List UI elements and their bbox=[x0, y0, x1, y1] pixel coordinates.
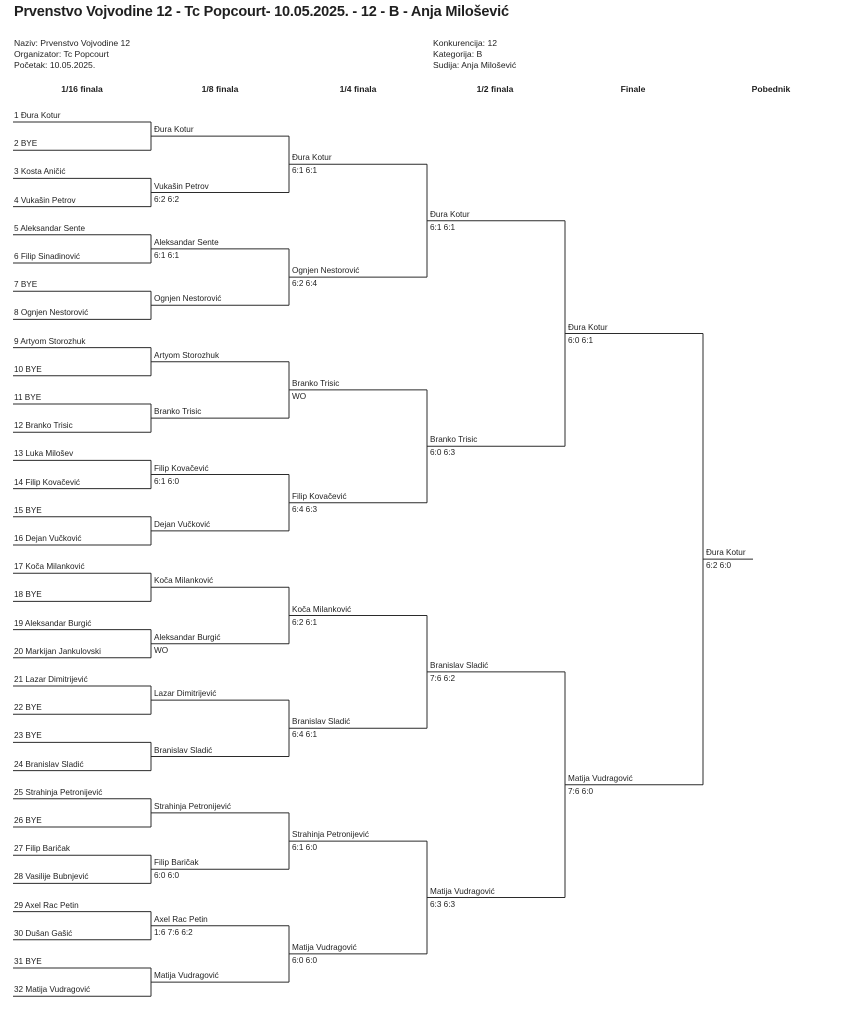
winner-name: Vukašin Petrov bbox=[154, 181, 209, 191]
winner-name: Đura Kotur bbox=[568, 322, 608, 332]
match-score: WO bbox=[292, 391, 307, 401]
match-score: 6:2 6:1 bbox=[292, 617, 318, 627]
player-slot: 18 BYE bbox=[14, 590, 42, 600]
winner-name: Koča Milanković bbox=[292, 604, 352, 614]
winner-name: Đura Kotur bbox=[430, 209, 470, 219]
player-slot: 17 Koča Milanković bbox=[14, 562, 85, 572]
info-organizer: Organizator: Tc Popcourt bbox=[14, 49, 109, 59]
match-score: 1:6 7:6 6:2 bbox=[154, 927, 193, 937]
player-slot: 4 Vukašin Petrov bbox=[14, 195, 76, 205]
player-slot: 19 Aleksandar Burgić bbox=[14, 618, 92, 628]
match-score: 6:3 6:3 bbox=[430, 899, 456, 909]
winner-name: Koča Milanković bbox=[154, 576, 214, 586]
winner-name: Aleksandar Burgić bbox=[154, 632, 221, 642]
winner-name: Ognjen Nestorović bbox=[292, 266, 360, 276]
player-slot: 10 BYE bbox=[14, 364, 42, 374]
player-slot: 5 Aleksandar Sente bbox=[14, 223, 86, 233]
match-score: 6:1 6:1 bbox=[430, 222, 456, 232]
round-header-qf: 1/4 finala bbox=[339, 84, 377, 94]
match-score: 6:1 6:1 bbox=[292, 166, 318, 176]
player-slot: 30 Dušan Gašić bbox=[14, 928, 73, 938]
round-header-sf: 1/2 finala bbox=[476, 84, 514, 94]
match-score: 6:2 6:4 bbox=[292, 279, 318, 289]
winner-name: Ognjen Nestorović bbox=[154, 294, 222, 304]
player-slot: 8 Ognjen Nestorović bbox=[14, 308, 89, 318]
player-slot: 14 Filip Kovačević bbox=[14, 477, 80, 487]
round-header-winner: Pobednik bbox=[751, 84, 791, 94]
player-slot: 2 BYE bbox=[14, 139, 38, 149]
winner-name: Branko Trisic bbox=[292, 378, 340, 388]
player-slot: 3 Kosta Aničić bbox=[14, 167, 66, 177]
player-slot: 21 Lazar Dimitrijević bbox=[14, 675, 88, 684]
player-slot: 13 Luka Milošev bbox=[14, 449, 74, 459]
winner-name: Matija Vudragović bbox=[430, 886, 495, 896]
winner-name: Filip Baričak bbox=[154, 858, 199, 868]
winner-name: Branislav Sladić bbox=[292, 717, 351, 727]
player-slot: 23 BYE bbox=[14, 731, 42, 741]
player-slot: 6 Filip Sinadinović bbox=[14, 252, 80, 261]
match-score: 6:2 6:2 bbox=[154, 194, 180, 204]
player-slot: 26 BYE bbox=[14, 816, 42, 825]
player-slot: 27 Filip Baričak bbox=[14, 844, 70, 854]
match-score: 6:0 6:1 bbox=[568, 335, 594, 345]
match-score: 6:1 6:1 bbox=[154, 250, 180, 260]
winner-name: Branko Trisic bbox=[154, 407, 202, 417]
winner-name: Matija Vudragović bbox=[568, 773, 633, 783]
winner-name: Dejan Vučković bbox=[154, 519, 211, 529]
winner-name: Filip Kovačević bbox=[154, 463, 209, 473]
match-score: 6:0 6:3 bbox=[430, 448, 456, 458]
match-score: 6:4 6:3 bbox=[292, 504, 318, 514]
winner-name: Axel Rac Petin bbox=[154, 914, 208, 924]
match-score: 6:4 6:1 bbox=[292, 730, 318, 740]
round-header-final: Finale bbox=[620, 84, 646, 94]
player-slot: 28 Vasilije Bubnjević bbox=[14, 872, 89, 882]
info-start: Početak: 10.05.2025. bbox=[14, 60, 96, 70]
match-score: 6:0 6:0 bbox=[292, 955, 318, 965]
player-slot: 22 BYE bbox=[14, 703, 42, 713]
info-referee: Sudija: Anja Milošević bbox=[433, 60, 517, 70]
winner-name: Filip Kovačević bbox=[292, 491, 347, 501]
player-slot: 24 Branislav Sladić bbox=[14, 759, 84, 769]
round-header-r16: 1/16 finala bbox=[61, 84, 103, 94]
info-name: Naziv: Prvenstvo Vojvodine 12 bbox=[14, 38, 131, 48]
match-score: 6:1 6:0 bbox=[154, 476, 180, 486]
match-score: 6:0 6:0 bbox=[154, 871, 180, 881]
info-competition: Konkurencija: 12 bbox=[433, 38, 498, 48]
match-score: 6:1 6:0 bbox=[292, 843, 318, 853]
winner-name: Strahinja Petronijević bbox=[154, 801, 231, 811]
winner-name: Branislav Sladić bbox=[430, 660, 489, 670]
match-score: WO bbox=[154, 645, 169, 655]
player-slot: 31 BYE bbox=[14, 957, 42, 966]
winner-name: Đura Kotur bbox=[154, 125, 194, 135]
winner-name: Matija Vudragović bbox=[292, 942, 357, 952]
player-slot: 29 Axel Rac Petin bbox=[14, 900, 79, 910]
player-slot: 12 Branko Trisic bbox=[14, 421, 73, 431]
player-slot: 25 Strahinja Petronijević bbox=[14, 787, 103, 797]
info-category: Kategorija: B bbox=[433, 49, 483, 59]
player-slot: 15 BYE bbox=[14, 505, 42, 515]
match-score: 7:6 6:2 bbox=[430, 673, 456, 683]
winner-name: Branko Trisic bbox=[430, 435, 478, 445]
winner-name: Aleksandar Sente bbox=[154, 237, 219, 247]
page-title: Prvenstvo Vojvodine 12 - Tc Popcourt- 10.05.2025. - 12 - B - Anja Milošević bbox=[14, 4, 509, 20]
player-slot: 32 Matija Vudragović bbox=[14, 985, 91, 995]
winner-name: Lazar Dimitrijević bbox=[154, 689, 217, 699]
match-score: 6:2 6:0 bbox=[706, 561, 732, 571]
winner-name: Artyom Storozhuk bbox=[154, 350, 220, 360]
winner-name: Đura Kotur bbox=[706, 548, 746, 558]
player-slot: 16 Dejan Vučković bbox=[14, 534, 82, 543]
winner-name: Branislav Sladić bbox=[154, 745, 213, 755]
match-score: 7:6 6:0 bbox=[568, 786, 594, 796]
winner-name: Matija Vudragović bbox=[154, 971, 219, 981]
player-slot: 7 BYE bbox=[14, 280, 38, 290]
winner-name: Strahinja Petronijević bbox=[292, 830, 369, 840]
round-header-r8: 1/8 finala bbox=[201, 84, 239, 94]
player-slot: 20 Markijan Jankulovski bbox=[14, 646, 101, 656]
player-slot: 9 Artyom Storozhuk bbox=[14, 336, 86, 346]
winner-name: Đura Kotur bbox=[292, 153, 332, 163]
player-slot: 11 BYE bbox=[14, 393, 42, 402]
player-slot: 1 Đura Kotur bbox=[14, 111, 61, 120]
